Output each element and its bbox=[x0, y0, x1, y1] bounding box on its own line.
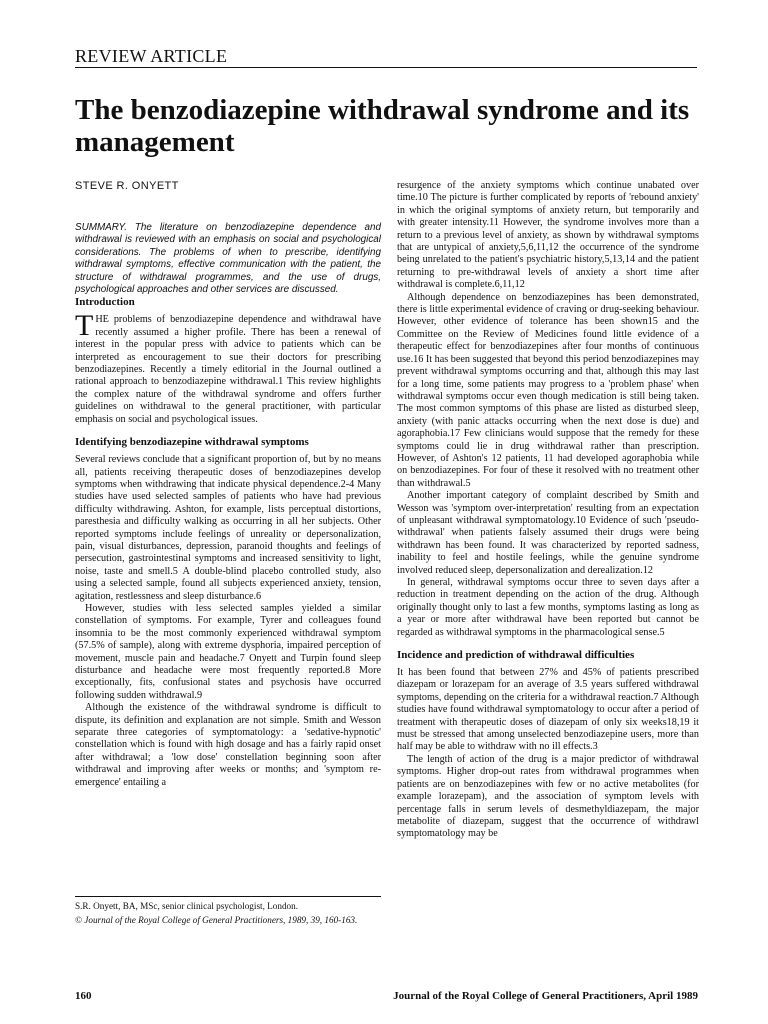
section-label: REVIEW ARTICLE bbox=[75, 46, 228, 66]
body-paragraph: Although the existence of the withdrawal syndrome is difficult to dispute, its definition and explanation are not simple. Smith and Wesson separate three categories of symptomatology: a 'sedative-hypnotic' constellation which is found with high dosage and has a fairly rapid onset after withdrawal; a 'low dose' constellation beginning soon after withdrawal and improving after weeks or months; and 'symptom re-emergence' entailing a bbox=[75, 702, 381, 788]
footnotes bbox=[75, 896, 381, 930]
body-paragraph: resurgence of the anxiety symptoms which continue unabated over time.10 The picture is further complicated by reports of 'rebound anxiety' in which the original symptoms of anxiety return, but temporarily and with greater intensity.11 However, the syndrome involves more than a return to a previous level of anxiety, as shown by withdrawal symptoms that are untypical of anxiety,5,6,11,12 the occurrence of the syndrome being unrelated to the patient's psychiatric history,5,13,14 and the patient returning to pre-withdrawal levels of anxiety a short time after withdrawal is complete.6,11,12 bbox=[397, 180, 699, 291]
drop-cap: T bbox=[75, 309, 94, 343]
body-paragraph: Another important category of complaint described by Smith and Wesson was 'symptom over-interpretation' resulting from an expectation of unpleasant withdrawal symptomatology.10 Evidence of such 'pseudo-withdrawal' when patients falsely assumed their drugs were being withdrawn has been found. It was characterized by reported sadness, inability to feel and hostile feelings, while the genuine syndrome involved reduced sleep, depersonalization and derealization.12 bbox=[397, 490, 699, 576]
body-paragraph: In general, withdrawal symptoms occur three to seven days after a reduction in treatment depending on the action of the drug. Although originally thought only to last a few months, symptoms lasting as long as a year or more after withdrawal have been reported but cannot be regarded as withdrawal symptoms in the pharmacological sense.5 bbox=[397, 577, 699, 638]
incidence-heading: Incidence and prediction of withdrawal difficulties bbox=[397, 649, 635, 662]
intro-paragraph bbox=[75, 309, 381, 426]
body-paragraph: It has been found that between 27% and 45% of patients prescribed diazepam or lorazepam for an average of 3.5 years suffered withdrawal symptoms, depending on the criteria for a withdrawal reaction.7 Although studies have found withdrawal symptomatology to occur after a period of treatment with therapeutic doses of diazepam of only six weeks18,19 it must be stressed that among unselected benzodiazepine users, more than half may be able to withdraw with no ill effects.3 bbox=[397, 667, 699, 753]
page-number: 160 bbox=[75, 990, 92, 1002]
intro-heading: Introduction bbox=[75, 296, 135, 309]
journal-footer: Journal of the Royal College of General Practitioners, April 1989 bbox=[393, 990, 698, 1002]
footnote-rule bbox=[75, 896, 381, 897]
header-rule bbox=[75, 67, 697, 68]
article-summary: SUMMARY. The literature on benzodiazepine dependence and withdrawal is reviewed with an emphasis on social and psychological considerations. The problems of when to prescribe, identifying withdrawal symptoms, effective communication with the patient, the structure of withdrawal programmes, and the use of drugs, psychological approaches and other services are discussed. bbox=[75, 222, 381, 296]
author-name: STEVE R. ONYETT bbox=[75, 180, 179, 192]
article-title: The benzodiazepine withdrawal syndrome and its management bbox=[75, 94, 690, 158]
intro-text: HE problems of benzodiazepine dependence and withdrawal have recently assumed a higher profile. There has been a renewal of interest in the popular press with advice to patients which can be interpreted as encouragement to sue their doctors for prescribing benzodiazepines. Recently a timely editorial in the Journal outlined a rational approach to benzodiazepine withdrawal.1 This review highlights the complex nature of the withdrawal syndrome and offers further guidelines on withdrawal to the general practitioner, with particular emphasis on social and psychological issues. bbox=[75, 314, 381, 425]
symptoms-heading: Identifying benzodiazepine withdrawal symptoms bbox=[75, 436, 309, 449]
left-column bbox=[75, 222, 381, 789]
body-paragraph: Although dependence on benzodiazepines has been demonstrated, there is little experimental evidence of craving or drug-seeking behaviour. However, other evidence of tolerance has been shown15 and the Committee on the Review of Medicines found little evidence of a therapeutic effect for benzodiazepines after four months of continuous use.16 It has been suggested that beyond this period benzodiazepines may prevent withdrawal symptoms occurring and that, although this may last for a long time, some patients may progress to a 'problem phase' when withdrawal symptoms occur even though medication is still being taken. The most common symptoms of this phase are listed as disturbed sleep, anxiety (with panic attacks occurring when the next dose is due) and agoraphobia.17 Few clinicians would suppose that the remedy for these symptoms could lie in drug withdrawal rather than prescription. However, of Ashton's 12 patients, 11 had developed agoraphobia while on benzodiazepines. For four of these it resolved with no treatment other than withdrawal.5 bbox=[397, 291, 699, 489]
body-paragraph: The length of action of the drug is a major predictor of withdrawal symptoms. Higher drop-out rates from withdrawal programmes when patients are on benzodiazepines with few or no active metabolites (for example lorazepam), and the association of symptom levels with percentage falls in serum levels of desmethyldiazepam, the major metabolite of diazepam, suggest that the occurrence of withdrawl symptomatology may be bbox=[397, 753, 699, 840]
author-affiliation: S.R. Onyett, BA, MSc, senior clinical psychologist, London. bbox=[75, 901, 299, 911]
body-paragraph: However, studies with less selected samples yielded a similar constellation of symptoms. For example, Tyrer and colleagues found insomnia to be the most commonly experienced withdrawal symptom (57.5% of sample), along with extreme dysphoria, impaired perception of movement, muscle pain and headache.7 Onyett and Turpin found sleep disturbance and headache were most frequently reported.8 More exceptionally, fits, confusional states and psychosis have occurred following sudden withdrawal.9 bbox=[75, 602, 381, 701]
right-column bbox=[397, 180, 699, 841]
copyright-notice: © Journal of the Royal College of General Practitioners, 1989, 39, 160-163. bbox=[75, 915, 358, 926]
body-paragraph: Several reviews conclude that a significant proportion of, but by no means all, patients receiving therapeutic doses of benzodiazepines develop symptoms when withdrawing that indicate physical dependence.2-4 Many studies have used selected samples of patients who have had previous difficulty withdrawing. Ashton, for example, lists perceptual distortions, paresthesia and difficulty walking as occurring in all her subjects. Other reported symptoms include feelings of unreality or depersonalization, pain, visual disturbances, depression, paranoid thoughts and feelings of persecution, gastrointestinal symptoms and increased sensitivity to light, noise, taste and smell.5 A double-blind placebo controlled study, also using a selected sample, found all subjects experienced anxiety, tension, agitation, restlessness and sleep disturbance.6 bbox=[75, 454, 381, 602]
